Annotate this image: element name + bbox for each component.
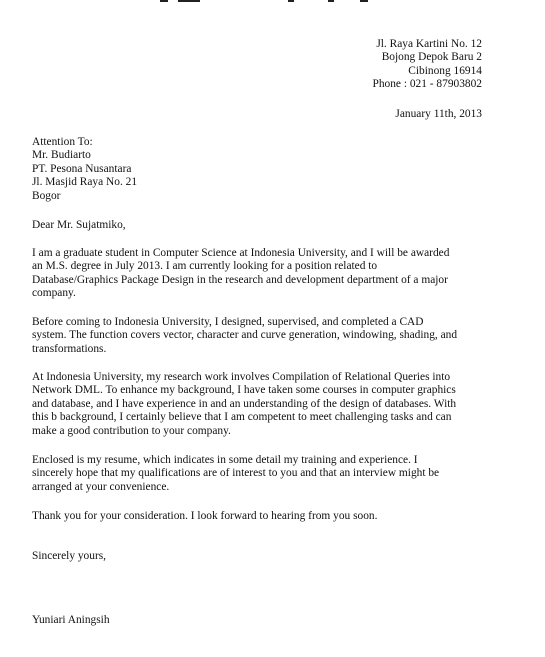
text-line: Database/Graphics Package Design in the research and development department of a major — [32, 273, 448, 286]
signature-name: Yuniari Aningsih — [32, 614, 110, 626]
attention-line: Attention To: — [32, 136, 93, 148]
text-line: arranged at your convenience. — [32, 480, 170, 493]
address-line: Bojong Depok Baru 2 — [381, 51, 482, 64]
body-paragraph — [32, 371, 492, 438]
text-line: transformations. — [32, 342, 107, 355]
recipient-name: Mr. Budiarto — [32, 149, 91, 162]
closing: Sincerely yours, — [32, 550, 107, 562]
recipient-block — [32, 136, 137, 203]
text-line: At Indonesia University, my research work involves Compilation of Relational Queries into — [32, 371, 451, 383]
scan-artifact — [160, 0, 370, 4]
letter-date: January 11th, 2013 — [395, 108, 482, 120]
text-line: Enclosed is my resume, which indicates in some detail my training and experience. I — [32, 454, 418, 466]
body-paragraph — [32, 510, 492, 523]
text-line: Thank you for your consideration. I look forward to hearing from you soon. — [32, 510, 378, 522]
text-line: Before coming to Indonesia University, I designed, supervised, and completed a CAD — [32, 316, 424, 328]
salutation: Dear Mr. Sujatmiko, — [32, 219, 126, 231]
text-line: Network DML. To enhance my background, I have taken some courses in computer graphics — [32, 384, 456, 397]
text-line: company. — [32, 287, 76, 300]
text-line: sincerely hope that my qualifications are of interest to you and that an interview might be — [32, 467, 440, 480]
address-line: Cibinong 16914 — [408, 64, 482, 77]
sender-address — [373, 38, 482, 92]
recipient-company: PT. Pesona Nusantara — [32, 162, 132, 175]
body-paragraph — [32, 316, 492, 356]
phone-line: Phone : 021 - 87903802 — [372, 78, 482, 91]
text-line: make a good contribution to your company. — [32, 424, 231, 437]
recipient-city: Bogor — [32, 189, 61, 202]
text-line: and database, and I have experience in and an understanding of the design of databases. With — [32, 397, 457, 410]
text-line: I am a graduate student in Computer Science at Indonesia University, and I will be awarded — [32, 247, 450, 259]
address-line: Jl. Raya Kartini No. 12 — [376, 38, 482, 50]
text-line: system. The function covers vector, character and curve generation, windowing, shading, and — [32, 329, 458, 342]
text-line: an M.S. degree in July 2013. I am currently looking for a position related to — [32, 260, 378, 273]
recipient-street: Jl. Masjid Raya No. 21 — [32, 176, 138, 189]
body-paragraph — [32, 247, 492, 301]
body-paragraph — [32, 454, 492, 494]
text-line: this b background, I certainly believe that I am competent to meet challenging tasks and can — [32, 411, 452, 424]
